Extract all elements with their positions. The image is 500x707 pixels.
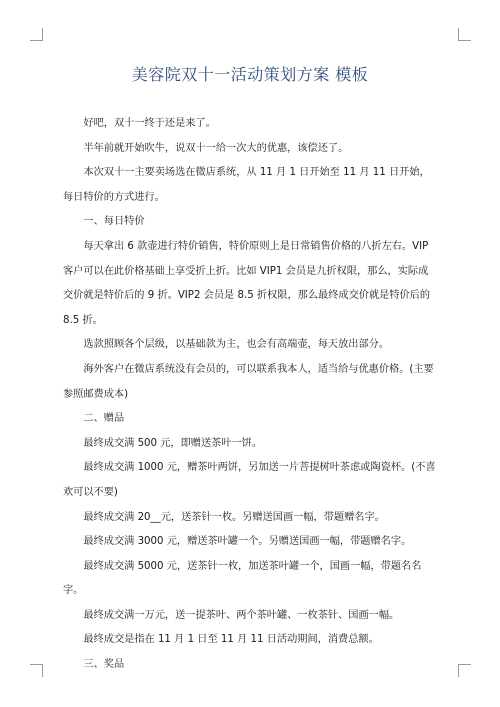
paragraph-gift-20xx: 最终成交满 20__元，送茶针一枚。另赠送国画一幅，带题赠名字。 bbox=[83, 511, 385, 523]
corner-mark-top-right bbox=[458, 28, 471, 41]
paragraph-promise: 半年前就开始吹牛，说双十一给一次大的优惠，该偿还了。 bbox=[83, 142, 349, 154]
paragraph-daily-specials: 每天拿出 6 款壶进行特价销售，特价原则上是日常销售价格的八折左右。VIP 客户可以在此价格基础上享受折上折。比如 VIP1 会员是九折权限，那么，实际成交价就是特价后的 9 折。VIP2 会员是 8.5 折权限，那么最终成交价就是特价后的 8.5 折。 bbox=[63, 240, 431, 326]
section-heading-prizes: 三、奖品 bbox=[83, 659, 125, 671]
document-title: 美容院双十一活动策划方案 模板 bbox=[131, 65, 369, 84]
paragraph-gift-500: 最终成交满 500 元，即赠送茶叶一饼。 bbox=[83, 437, 263, 449]
paragraph-gift-definition: 最终成交是指在 11 月 1 日至 11 月 11 日活动期间，消费总额。 bbox=[83, 634, 379, 646]
document-body bbox=[63, 112, 438, 678]
corner-mark-top-left bbox=[30, 28, 43, 41]
paragraph-schedule: 本次双十一主要卖场选在微店系统，从 11 月 1 日开始至 11 月 11 日开始，每日特价的方式进行。 bbox=[63, 167, 430, 203]
corner-mark-bottom-right bbox=[458, 664, 471, 677]
paragraph-overseas: 海外客户在微店系统没有会员的，可以联系我本人，适当给与优惠价格。(主要参照邮费成本) bbox=[63, 363, 434, 400]
corner-mark-bottom-left bbox=[30, 664, 43, 677]
section-heading-daily-specials: 一、每日特价 bbox=[83, 216, 145, 228]
paragraph-gift-10000: 最终成交满一万元，送一提茶叶、两个茶叶罐、一枚茶针、国画一幅。 bbox=[83, 609, 400, 621]
section-heading-gifts: 二、赠品 bbox=[83, 413, 125, 425]
paragraph-selection: 选款照顾各个层级，以基础款为主，也会有高端壶，每天放出部分。 bbox=[83, 339, 390, 351]
paragraph-gift-5000: 最终成交满 5000 元，送茶针一枚，加送茶叶罐一个，国画一幅，带题名名字。 bbox=[63, 560, 422, 597]
paragraph-gift-3000: 最终成交满 3000 元，赠送茶叶罐一个。另赠送国画一幅，带题赠名字。 bbox=[83, 536, 412, 548]
paragraph-gift-1000: 最终成交满 1000 元，赠茶叶两饼，另加送一片菩提树叶茶虑或陶瓷杯。(不喜欢可以不要) bbox=[63, 462, 436, 498]
paragraph-intro: 好吧，双十一终于还是来了。 bbox=[83, 118, 216, 129]
